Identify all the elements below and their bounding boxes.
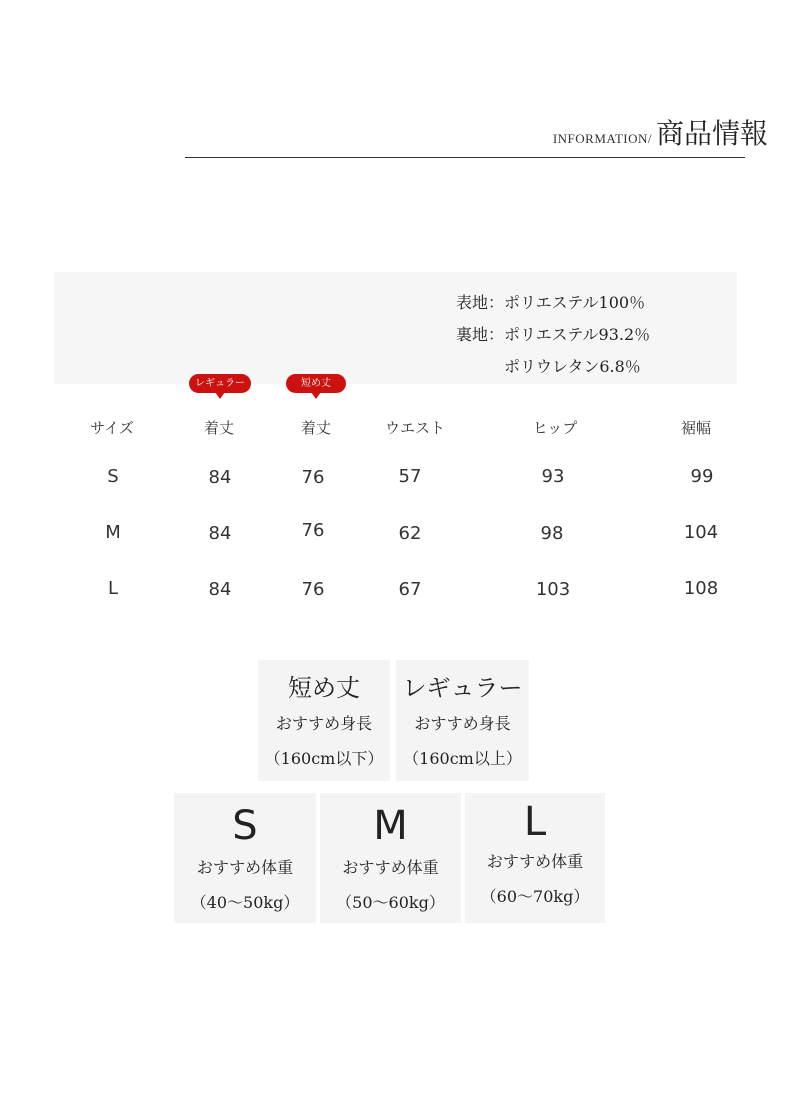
cell-hem: 104 [683,522,719,543]
tag-short: 短め丈 [286,374,346,393]
cell-hem: 108 [683,578,719,599]
cell-waist: 62 [398,523,422,544]
cell-size: S [107,466,119,487]
card-line2: （60～70kg） [480,887,590,906]
col-header-hip: ヒップ [532,419,578,437]
card-size-letter: M [373,803,408,849]
cell-length-short: 76 [301,520,325,541]
header-title: 商品情報 [655,117,768,150]
material-panel [54,272,737,384]
header-english: INFORMATION/ [552,131,652,146]
length-card-regular [396,660,529,781]
cell-hip: 93 [541,466,565,487]
card-title: 短め丈 [288,674,360,702]
cell-length-regular: 84 [208,523,232,544]
material-lining: 裏地：ポリエステル93.2％ [456,325,651,344]
cell-size: M [105,522,121,543]
cell-hip: 98 [540,523,564,544]
card-size-letter: S [232,803,258,849]
cell-length-short: 76 [301,579,325,600]
card-title: レギュラー [402,674,523,702]
card-line2: （50～60kg） [336,893,445,912]
col-header-hem: 裾幅 [680,419,712,437]
tag-regular: レギュラー [189,374,251,393]
weight-card-m [320,793,461,923]
card-line1: おすすめ体重 [342,858,439,877]
card-line1: おすすめ身長 [414,714,511,733]
card-line2: （160cm以下） [264,749,384,768]
material-lining-2: ポリウレタン6.8％ [456,357,641,376]
col-header-waist: ウエスト [384,419,446,437]
cell-size: L [107,578,119,599]
card-line2: （40～50kg） [190,893,300,912]
card-line1: おすすめ身長 [275,714,373,733]
col-header-size: サイズ [90,419,134,437]
cell-waist: 57 [398,466,422,487]
cell-length-short: 76 [301,467,325,488]
cell-hem: 99 [690,466,714,487]
header-divider [185,157,745,158]
card-line1: おすすめ体重 [486,852,584,871]
material-outer: 表地：ポリエステル100％ [456,293,646,312]
cell-waist: 67 [398,579,422,600]
col-header-length-short: 着丈 [300,419,332,437]
cell-length-regular: 84 [208,467,232,488]
card-size-letter: L [523,799,547,845]
weight-card-l [465,793,605,923]
section-header [553,112,768,152]
cell-length-regular: 84 [208,579,232,600]
weight-card-s [174,793,316,923]
length-card-short [258,660,390,781]
card-line1: おすすめ体重 [196,858,294,877]
card-line2: （160cm以上） [403,749,522,768]
col-header-length-regular: 着丈 [203,419,235,437]
cell-hip: 103 [535,579,571,600]
